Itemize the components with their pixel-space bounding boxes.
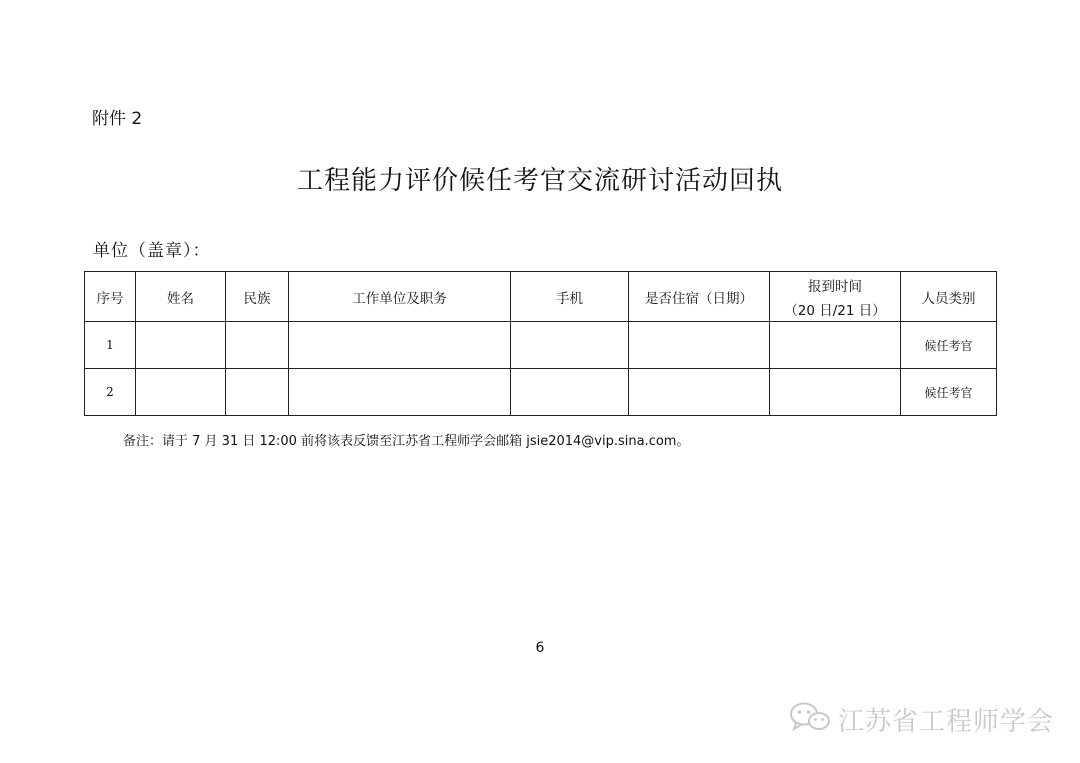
cell-name	[136, 322, 226, 369]
table-row	[85, 322, 997, 369]
cell-category: 候任考官	[901, 369, 997, 416]
table-header-row	[85, 272, 997, 322]
attachment-label: 附件 2	[92, 109, 143, 129]
col-header-category: 人员类别	[901, 272, 997, 322]
unit-stamp-label: 单位（盖章）：	[93, 241, 211, 261]
cell-report	[770, 322, 901, 369]
col-header-report-title: 报到时间	[808, 278, 862, 295]
table-row	[85, 369, 997, 416]
col-header-report	[770, 272, 901, 322]
cell-category: 候任考官	[901, 322, 997, 369]
col-header-no: 序号	[85, 272, 136, 322]
cell-phone	[511, 369, 629, 416]
col-header-phone: 手机	[511, 272, 629, 322]
page-number: 6	[535, 640, 545, 656]
col-header-name: 姓名	[136, 272, 226, 322]
cell-stay	[629, 369, 770, 416]
cell-ethnicity	[226, 369, 289, 416]
cell-report	[770, 369, 901, 416]
col-header-ethnicity: 民族	[226, 272, 289, 322]
remark-note: 备注：请于 7 月 31 日 12:00 前将该表反馈至江苏省工程师学会邮箱 jsie2014@vip.sina.com。	[123, 434, 690, 449]
watermark-text: 江苏省工程师学会	[838, 706, 1055, 737]
cell-name	[136, 369, 226, 416]
cell-work	[289, 322, 511, 369]
wechat-icon	[788, 700, 832, 738]
reply-table	[84, 271, 997, 416]
col-header-stay: 是否住宿（日期）	[629, 272, 770, 322]
cell-work	[289, 369, 511, 416]
cell-phone	[511, 322, 629, 369]
col-header-work: 工作单位及职务	[289, 272, 511, 322]
document-title: 工程能力评价候任考官交流研讨活动回执	[296, 166, 783, 196]
cell-stay	[629, 322, 770, 369]
cell-ethnicity	[226, 322, 289, 369]
watermark	[788, 700, 1054, 738]
cell-no: 1	[85, 322, 136, 369]
col-header-report-sub: （20 日/21 日）	[784, 302, 886, 319]
cell-no: 2	[85, 369, 136, 416]
